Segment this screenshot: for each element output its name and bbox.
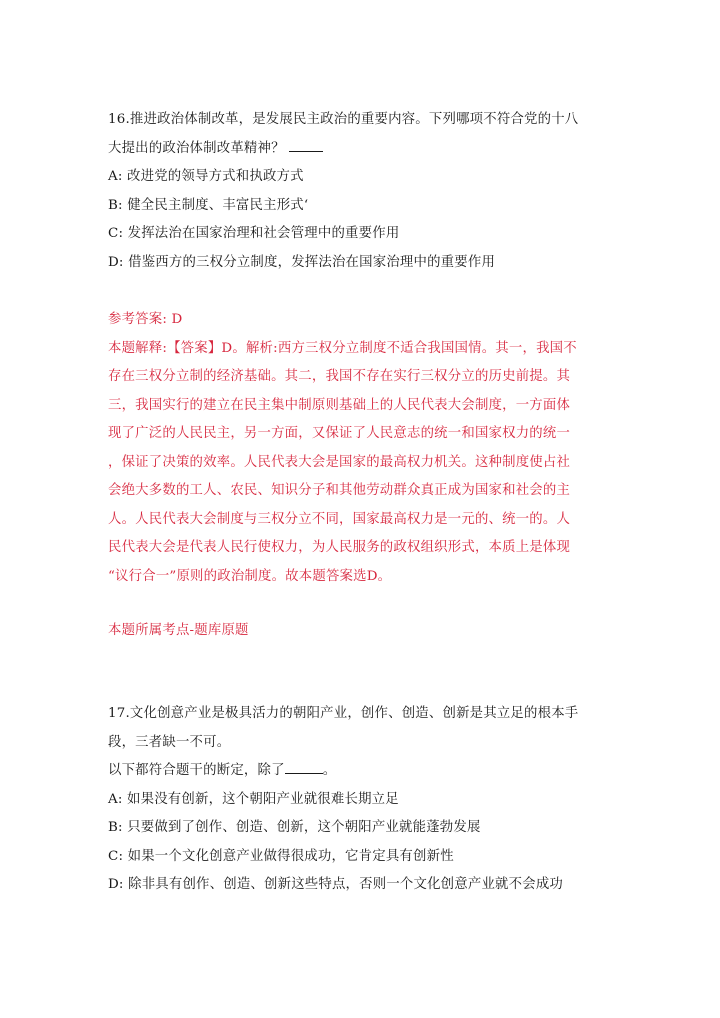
question-17 xyxy=(108,700,616,900)
q16-option-c: C: 发挥法治在国家治理和社会管理中的重要作用 xyxy=(108,226,400,241)
explanation-line: 会绝大多数的工人、农民、知识分子和其他劳动群众真正成为国家和社会的主 xyxy=(108,483,571,498)
q16-stem-line-1: 16.推进政治体制改革，是发展民主政治的重要内容。下列哪项不符合党的十八 xyxy=(108,112,579,127)
explanation-line: “议行合一”原则的政治制度。故本题答案选D。 xyxy=(108,568,392,584)
q16-source xyxy=(108,617,616,646)
q16-answer-explanation xyxy=(108,306,616,591)
explanation-line: 三，我国实行的建立在民主集中制原则基础上的人民代表大会制度，一方面体 xyxy=(108,397,571,413)
q16-answer-label: 参考答案: D xyxy=(108,312,183,327)
explanation-line: 民代表大会是代表人民行使权力，为人民服务的政权组织形式，本质上是体现 xyxy=(108,540,571,555)
q16-stem-line-2-text: 大提出的政治体制改革精神？ xyxy=(108,140,285,156)
q16-option-d: D: 借鉴西方的三权分立制度，发挥法治在国家治理中的重要作用 xyxy=(108,254,496,270)
q17-stem-line-2: 段，三者缺一不可。 xyxy=(108,734,231,750)
q17-stem-line-1: 17.文化创意产业是极具活力的朝阳产业，创作、创造、创新是其立足的根本手 xyxy=(108,706,579,721)
q16-stem-line-2 xyxy=(108,135,616,164)
explanation-line: 现了广泛的人民民主，另一方面，又保证了人民意志的统一和国家权力的统一 xyxy=(108,426,571,441)
q16-source-text: 本题所属考点-题库原题 xyxy=(108,623,249,638)
answer-blank xyxy=(289,137,323,152)
explanation-line: 人。人民代表大会制度与三权分立不同，国家最高权力是一元的、统一的。人 xyxy=(108,511,571,527)
q16-option-b: B: 健全民主制度、丰富民主形式‘ xyxy=(108,197,309,213)
q17-stem-line-3-text: 以下都符合题干的断定，除了 xyxy=(108,763,285,778)
q17-stem-line-3-end: 。 xyxy=(322,763,337,778)
q17-option-a: A: 如果没有创新，这个朝阳产业就很难长期立足 xyxy=(108,791,399,807)
q17-option-d: D: 除非具有创作、创造、创新这些特点，否则一个文化创意产业就不会成功 xyxy=(108,877,564,892)
q17-option-c: C: 如果一个文化创意产业做得很成功，它肯定具有创新性 xyxy=(108,848,454,864)
q17-stem-line-3 xyxy=(108,757,616,786)
explanation-line: ，保证了决策的效率。人民代表大会是国家的最高权力机关。这种制度使占社 xyxy=(108,454,571,470)
question-16 xyxy=(108,106,616,277)
answer-blank xyxy=(285,759,323,774)
explanation-line: 本题解释:【答案】D。解析:西方三权分立制度不适合我国国情。其一，我国不 xyxy=(108,340,577,356)
q17-option-b: B: 只要做到了创作、创造、创新，这个朝阳产业就能蓬勃发展 xyxy=(108,820,481,835)
q16-option-a: A: 改进党的领导方式和执政方式 xyxy=(108,169,304,184)
explanation-line: 存在三权分立制的经济基础。其二，我国不存在实行三权分立的历史前提。其 xyxy=(108,369,571,384)
